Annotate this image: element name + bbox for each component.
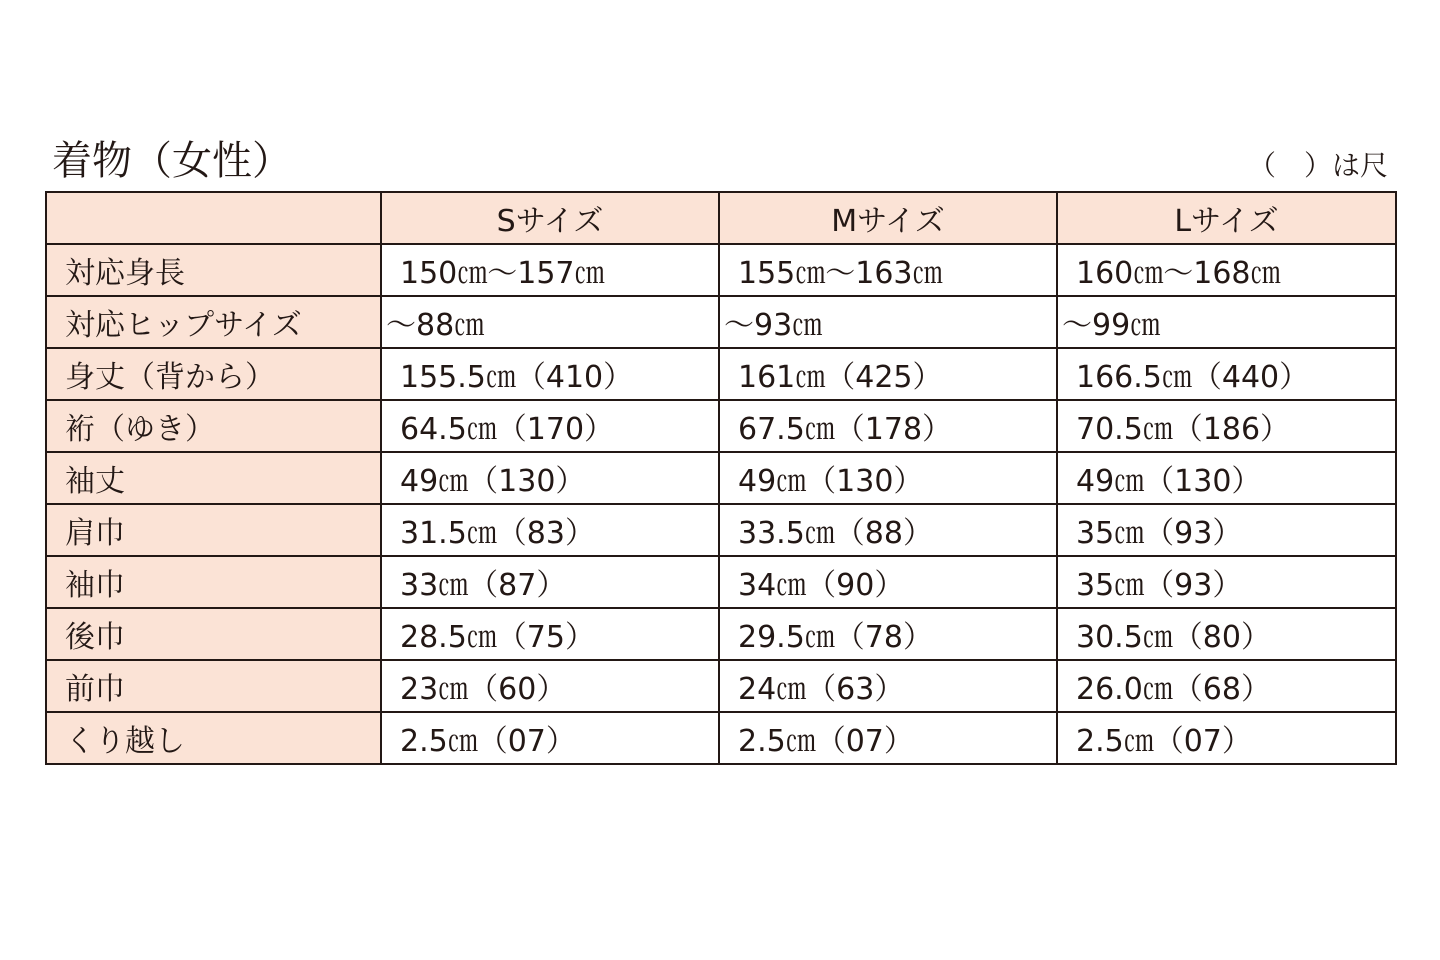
row-label: 対応ヒップサイズ: [46, 296, 381, 348]
row-label: 袖丈: [46, 452, 381, 504]
cell-size-s: 28.5㎝（75）: [381, 608, 719, 660]
cell-size-s: 49㎝（130）: [381, 452, 719, 504]
cell-size-m: 34㎝（90）: [719, 556, 1057, 608]
table-row: [46, 660, 1396, 712]
cell-size-m: 155㎝～163㎝: [719, 244, 1057, 296]
table-row: [46, 608, 1396, 660]
cell-size-l: 26.0㎝（68）: [1057, 660, 1396, 712]
cell-size-s: ～88㎝: [381, 296, 719, 348]
header-size-l: Lサイズ: [1057, 192, 1396, 244]
row-label: 袖巾: [46, 556, 381, 608]
cell-size-s: 31.5㎝（83）: [381, 504, 719, 556]
row-label: 対応身長: [46, 244, 381, 296]
cell-size-s: 150㎝～157㎝: [381, 244, 719, 296]
header-size-m: Mサイズ: [719, 192, 1057, 244]
size-table: [45, 191, 1397, 765]
cell-size-m: 2.5㎝（07）: [719, 712, 1057, 764]
table-row: [46, 556, 1396, 608]
table-row: [46, 452, 1396, 504]
row-label: くり越し: [46, 712, 381, 764]
row-label: 前巾: [46, 660, 381, 712]
cell-size-s: 155.5㎝（410）: [381, 348, 719, 400]
cell-size-m: ～93㎝: [719, 296, 1057, 348]
header-blank: [46, 192, 381, 244]
row-label: 裄（ゆき）: [46, 400, 381, 452]
row-label: 身丈（背から）: [46, 348, 381, 400]
cell-size-l: 35㎝（93）: [1057, 504, 1396, 556]
cell-size-l: 160㎝～168㎝: [1057, 244, 1396, 296]
cell-size-m: 24㎝（63）: [719, 660, 1057, 712]
unit-note: （ ）は尺: [1247, 149, 1388, 182]
cell-size-m: 49㎝（130）: [719, 452, 1057, 504]
table-row: [46, 244, 1396, 296]
cell-size-l: 2.5㎝（07）: [1057, 712, 1396, 764]
cell-size-m: 161㎝（425）: [719, 348, 1057, 400]
cell-size-l: 35㎝（93）: [1057, 556, 1396, 608]
page-title: 着物（女性）: [52, 138, 292, 184]
cell-size-l: 49㎝（130）: [1057, 452, 1396, 504]
row-label: 後巾: [46, 608, 381, 660]
table-row: [46, 296, 1396, 348]
cell-size-l: 166.5㎝（440）: [1057, 348, 1396, 400]
cell-size-s: 23㎝（60）: [381, 660, 719, 712]
cell-size-l: 70.5㎝（186）: [1057, 400, 1396, 452]
header-row: [46, 192, 1396, 244]
cell-size-m: 33.5㎝（88）: [719, 504, 1057, 556]
cell-size-l: ～99㎝: [1057, 296, 1396, 348]
table-row: [46, 504, 1396, 556]
cell-size-l: 30.5㎝（80）: [1057, 608, 1396, 660]
table-row: [46, 348, 1396, 400]
header-size-s: Sサイズ: [381, 192, 719, 244]
cell-size-m: 67.5㎝（178）: [719, 400, 1057, 452]
cell-size-s: 33㎝（87）: [381, 556, 719, 608]
cell-size-m: 29.5㎝（78）: [719, 608, 1057, 660]
cell-size-s: 64.5㎝（170）: [381, 400, 719, 452]
table-row: [46, 712, 1396, 764]
table-row: [46, 400, 1396, 452]
cell-size-s: 2.5㎝（07）: [381, 712, 719, 764]
row-label: 肩巾: [46, 504, 381, 556]
